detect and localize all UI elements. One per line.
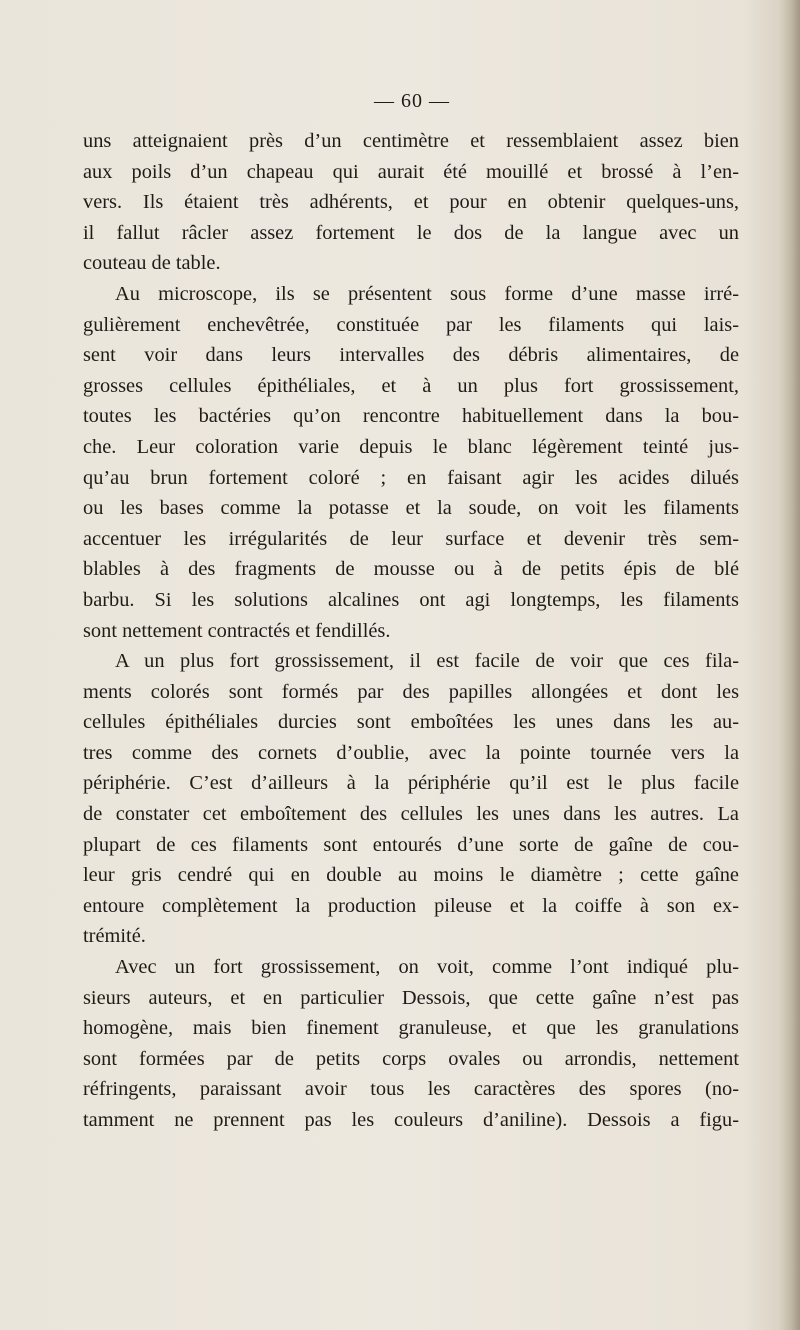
text-line: sent voir dans leurs intervalles des débris alimentaires, de	[83, 344, 739, 367]
text-line: ou les bases comme la potasse et la soude, on voit les filaments	[83, 497, 739, 520]
text-line: gulièrement enchevêtrée, constituée par les filaments qui lais-	[83, 313, 739, 336]
body-text	[83, 126, 739, 1136]
text-line: sont nettement contractés et fendillés.	[83, 619, 391, 642]
text-line: leur gris cendré qui en double au moins le diamètre ; cette gaîne	[83, 864, 739, 887]
text-line: qu’au brun fortement coloré ; en faisant agir les acides dilués	[83, 466, 739, 489]
text-line: de constater cet emboîtement des cellules les unes dans les autres. La	[83, 803, 739, 826]
text-line: Avec un fort grossissement, on voit, comme l’ont indiqué plu-	[115, 956, 739, 979]
text-line: blables à des fragments de mousse ou à de petits épis de blé	[83, 558, 739, 581]
text-line: plupart de ces filaments sont entourés d’une sorte de gaîne de cou-	[83, 833, 739, 856]
text-line: couteau de table.	[83, 252, 221, 275]
text-line: vers. Ils étaient très adhérents, et pour en obtenir quelques-uns,	[83, 191, 739, 214]
text-line: trémité.	[83, 925, 146, 948]
text-line: cellules épithéliales durcies sont emboîtées les unes dans les au-	[83, 711, 739, 734]
text-line: périphérie. C’est d’ailleurs à la périphérie qu’il est le plus facile	[83, 772, 739, 795]
page-edge-shadow	[778, 0, 800, 1330]
text-line: grosses cellules épithéliales, et à un plus fort grossissement,	[83, 374, 739, 397]
text-line: sont formées par de petits corps ovales ou arrondis, nettement	[83, 1047, 739, 1070]
text-line: sieurs auteurs, et en particulier Dessois, que cette gaîne n’est pas	[83, 986, 739, 1009]
text-line: uns atteignaient près d’un centimètre et ressemblaient assez bien	[83, 130, 739, 152]
text-line: toutes les bactéries qu’on rencontre habituellement dans la bou-	[83, 405, 739, 428]
text-line: tres comme des cornets d’oublie, avec la pointe tournée vers la	[83, 741, 739, 764]
text-line: réfringents, paraissant avoir tous les caractères des spores (no-	[83, 1078, 739, 1101]
page-number: — 60 —	[374, 90, 450, 112]
text-line: aux poils d’un chapeau qui aurait été mouillé et brossé à l’en-	[83, 160, 739, 183]
text-line: accentuer les irrégularités de leur surface et devenir très sem-	[83, 527, 739, 550]
text-line: entoure complètement la production pileuse et la coiffe à son ex-	[83, 894, 739, 917]
text-line: che. Leur coloration varie depuis le blanc légèrement teinté jus-	[83, 435, 739, 458]
text-line: A un plus fort grossissement, il est facile de voir que ces fila-	[115, 650, 739, 673]
text-line: il fallut râcler assez fortement le dos de la langue avec un	[83, 221, 739, 244]
text-line: barbu. Si les solutions alcalines ont agi longtemps, les filaments	[83, 588, 739, 611]
text-line: ments colorés sont formés par des papilles allongées et dont les	[83, 680, 739, 703]
text-line: tamment ne prennent pas les couleurs d’aniline). Dessois a figu-	[83, 1109, 739, 1131]
text-line: homogène, mais bien finement granuleuse, et que les granulations	[83, 1017, 739, 1040]
text-line: Au microscope, ils se présentent sous forme d’une masse irré-	[115, 282, 739, 305]
